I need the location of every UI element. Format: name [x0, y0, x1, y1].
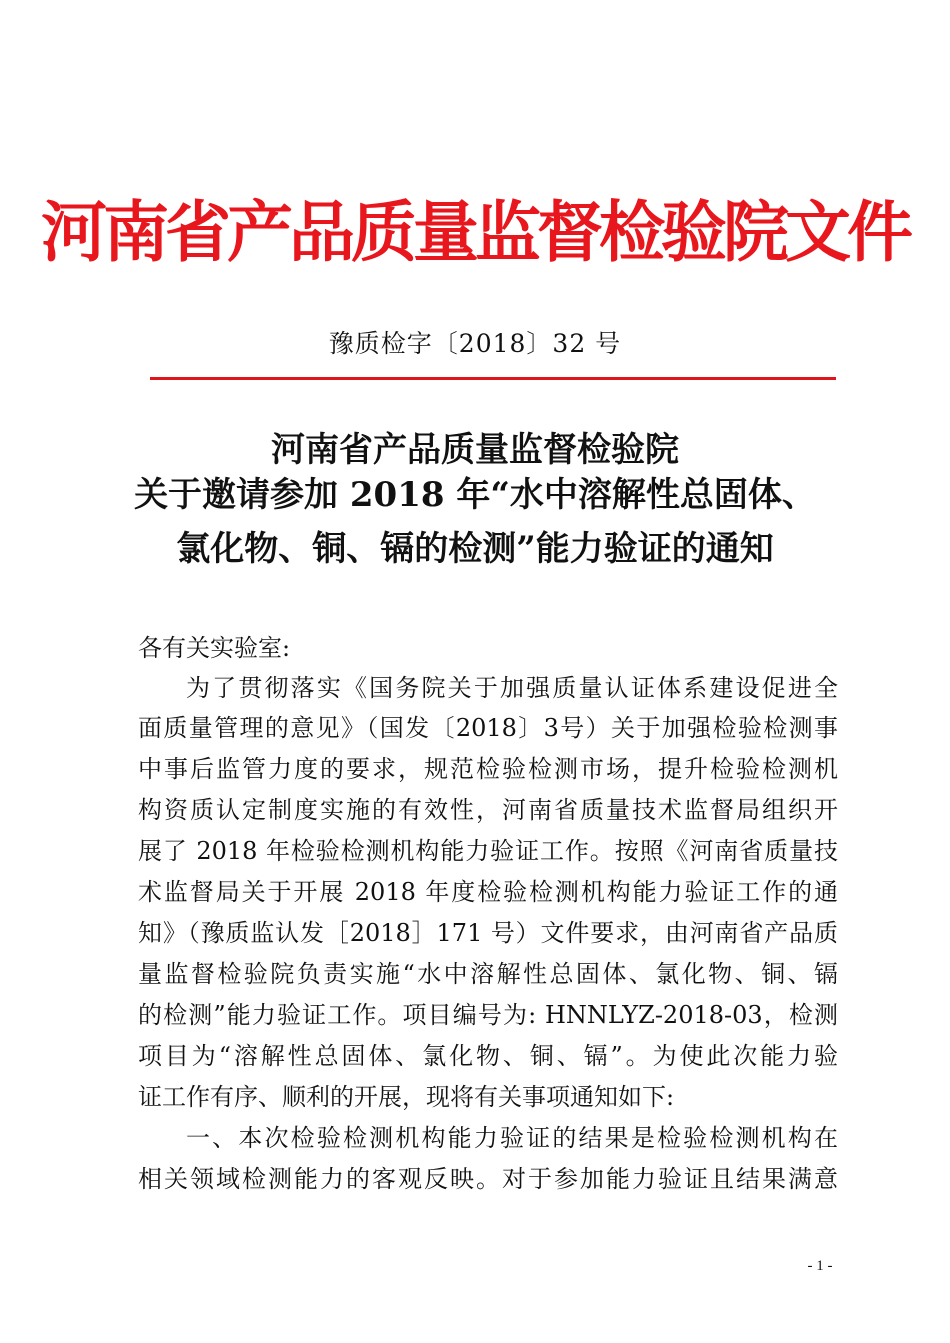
issuer-red-header: 河南省产品质量监督检验院文件	[41, 194, 909, 271]
body-line: 为了贯彻落实《国务院关于加强质量认证体系建设促进全	[186, 674, 838, 702]
body-line: 面质量管理的意见》（国发〔2018〕3号）关于加强检验检测事	[138, 714, 838, 742]
body-line: 展了 2018 年检验检测机构能力验证工作。按照《河南省质量技	[138, 837, 838, 865]
title-line-1: 河南省产品质量监督检验院	[271, 430, 679, 470]
title-line-2: 关于邀请参加 2018 年“水中溶解性总固体、	[134, 475, 816, 515]
page-number: - 1 -	[807, 1258, 833, 1274]
body-line: 知》（豫质监认发［2018］171 号）文件要求，由河南省产品质	[138, 919, 838, 947]
body-line: 证工作有序、顺利的开展，现将有关事项通知如下:	[138, 1083, 675, 1111]
salutation: 各有关实验室:	[138, 634, 291, 662]
title-line-3: 氯化物、铜、镉的检测”能力验证的通知	[176, 529, 774, 569]
body-line: 项目为“溶解性总固体、氯化物、铜、镉”。为使此次能力验	[138, 1042, 838, 1070]
document-number: 豫质检字〔2018〕32 号	[328, 329, 622, 358]
body-line: 量监督检验院负责实施“水中溶解性总固体、氯化物、铜、镉	[138, 960, 838, 988]
red-divider-line	[150, 377, 836, 380]
body-line: 的检测”能力验证工作。项目编号为: HNNLYZ-2018-03，检测	[138, 1001, 838, 1029]
body-line: 术监督局关于开展 2018 年度检验检测机构能力验证工作的通	[138, 878, 838, 906]
body-line: 一、本次检验检测机构能力验证的结果是检验检测机构在	[186, 1124, 838, 1152]
body-line: 相关领域检测能力的客观反映。对于参加能力验证且结果满意	[138, 1165, 838, 1193]
body-line: 中事后监管力度的要求，规范检验检测市场，提升检验检测机	[138, 755, 838, 783]
body-line: 构资质认定制度实施的有效性，河南省质量技术监督局组织开	[138, 796, 838, 824]
